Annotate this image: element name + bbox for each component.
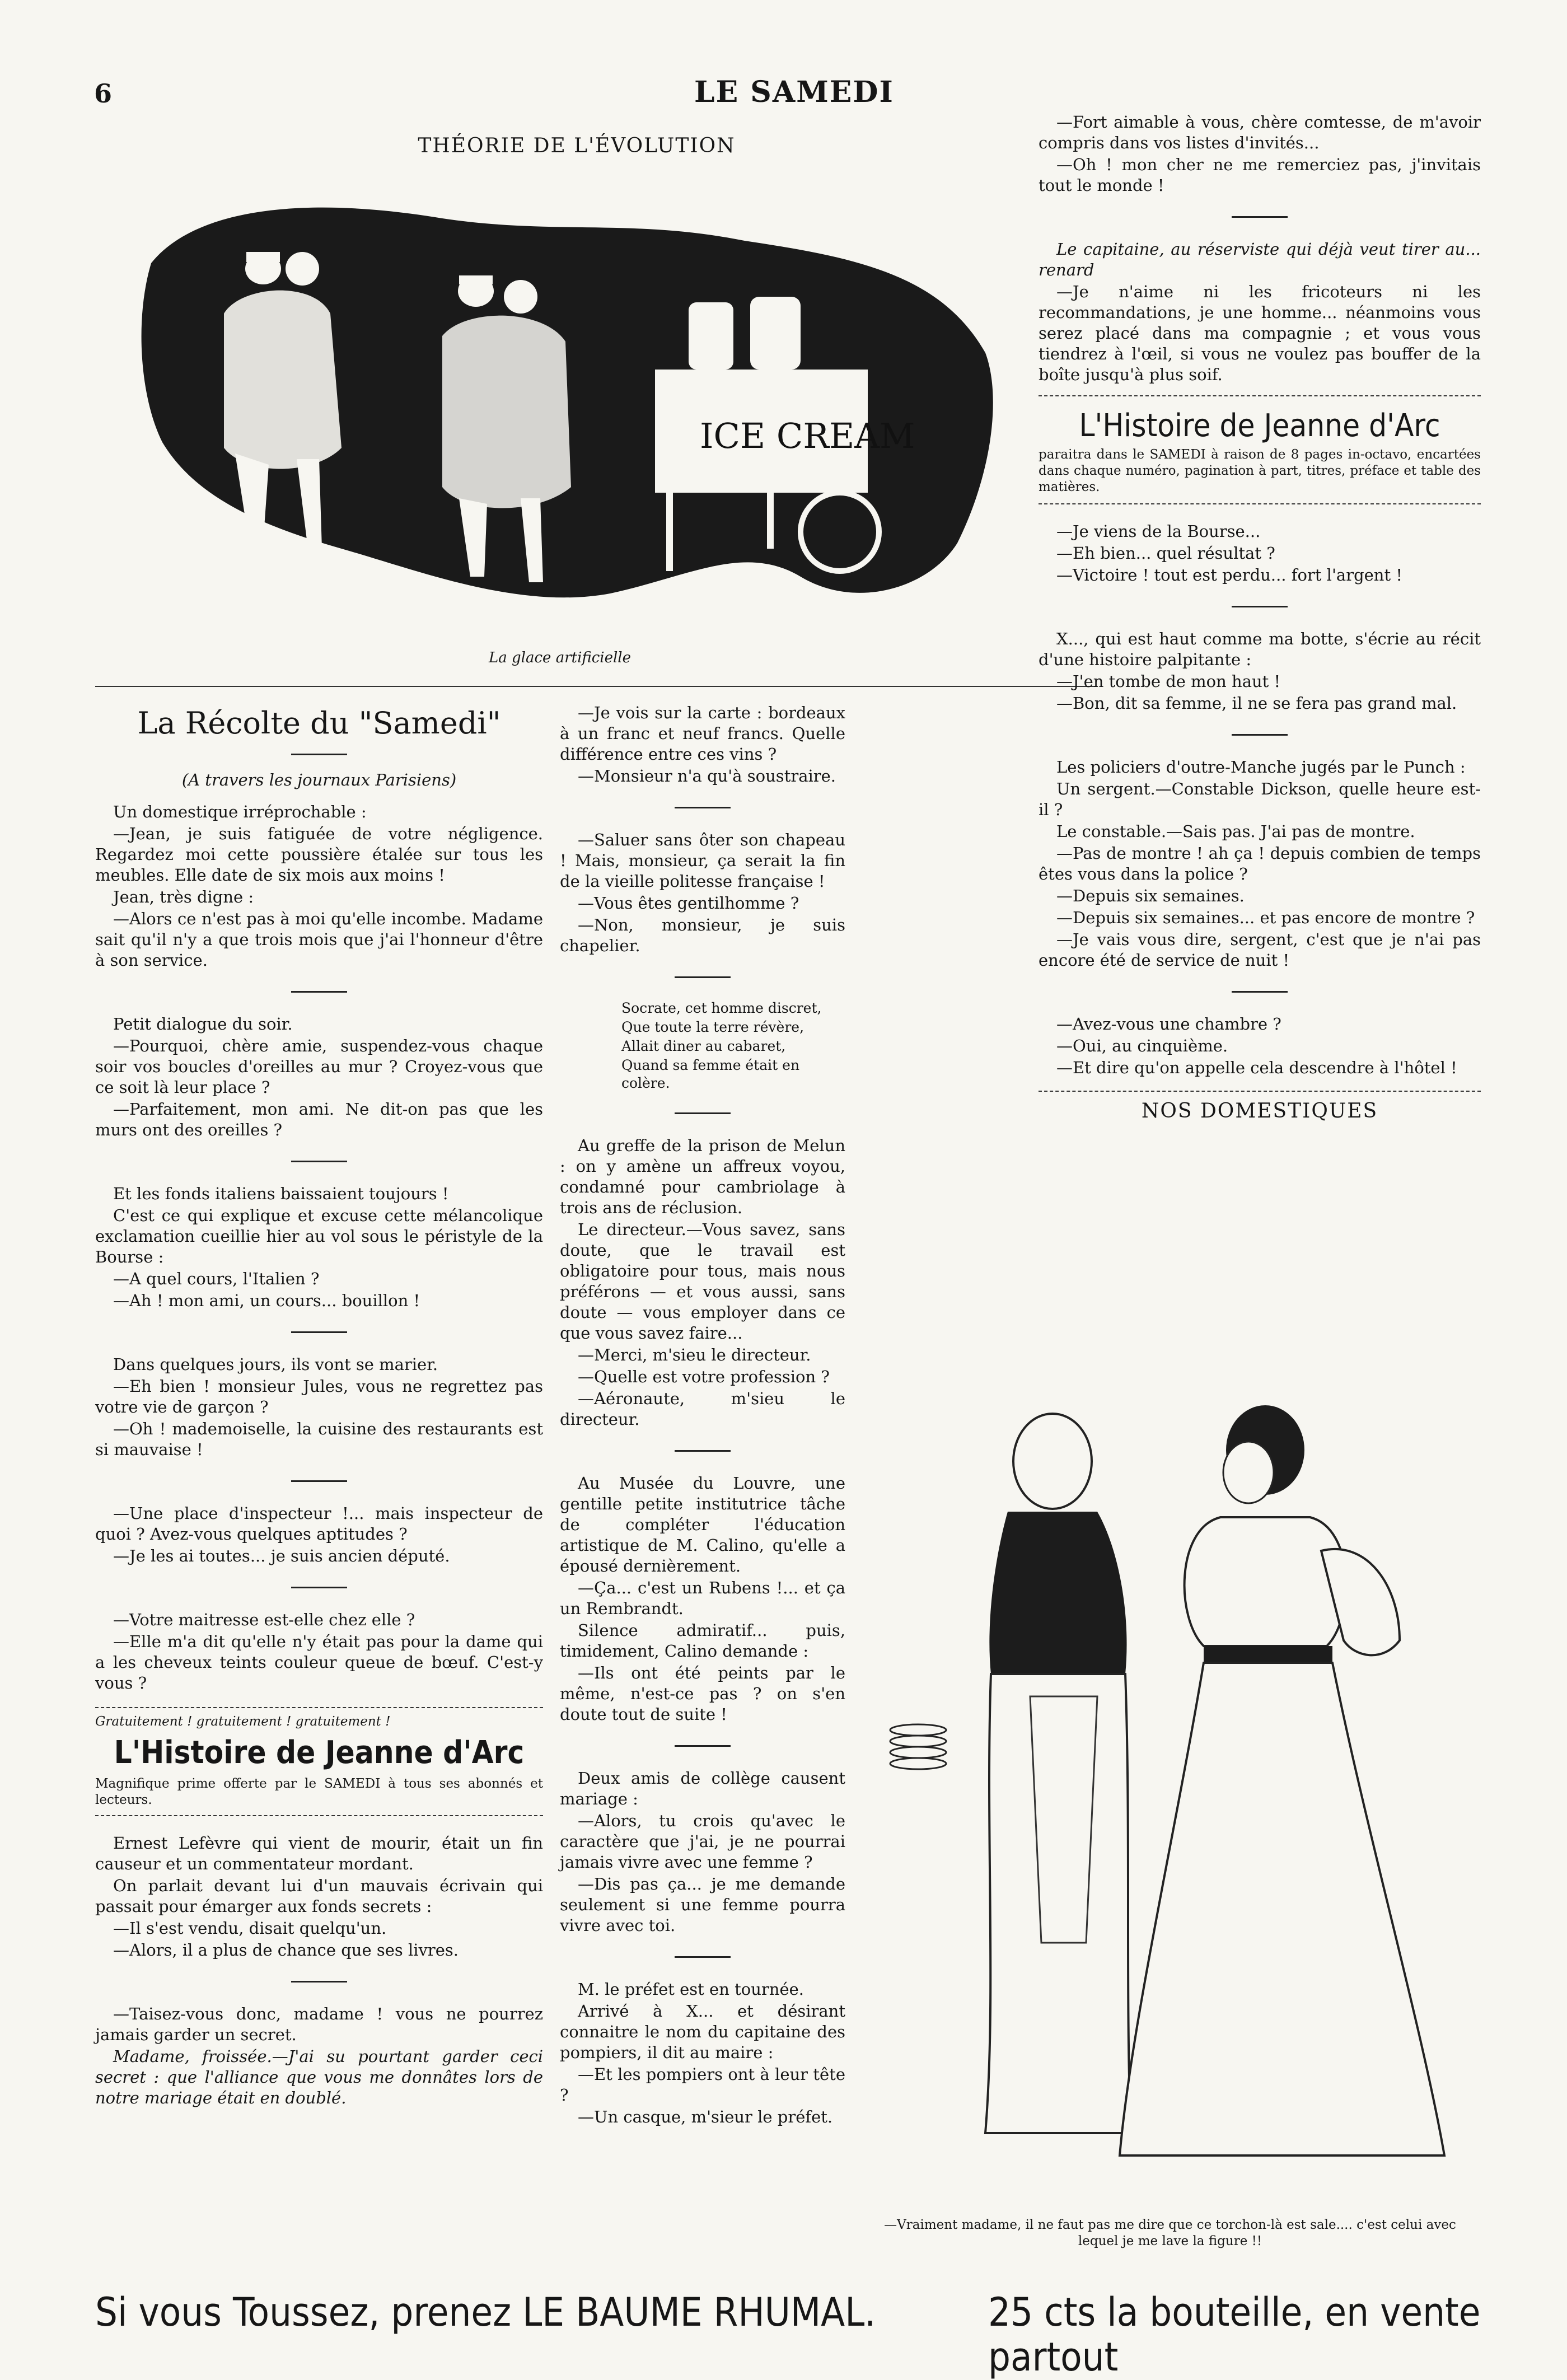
domestiques-title: NOS DOMESTIQUES (1141, 1100, 1378, 1123)
text-line: —Pas de montre ! ah ça ! depuis combien de temps êtes vous dans la police ? (1039, 844, 1481, 883)
text-line: —Oh ! mademoiselle, la cuisine des restaurants est si mauvaise ! (95, 1419, 543, 1459)
text-line: Le constable.—Sais pas. J'ai pas de montre. (1056, 822, 1415, 841)
poem-line: Socrate, cet homme discret, (621, 1000, 822, 1016)
text-line: —Un casque, m'sieur le préfet. (578, 2107, 833, 2126)
page-number: 6 (94, 78, 113, 109)
text-line: —Eh bien... quel résultat ? (1056, 544, 1275, 563)
text-line: Au greffe de la prison de Melun : on y amène un affreux voyou, condamné pour cambriolage à trois ans de réclusion. (560, 1136, 845, 1217)
text-line: —Avez-vous une chambre ? (1056, 1014, 1281, 1034)
text-line: Madame, froissée.—J'ai su pourtant garder ceci secret : que l'alliance que vous me donnâtes lors de notre mariage était en doublé. (95, 2047, 543, 2107)
promo-kicker: Gratuitement ! gratuitement ! gratuitement ! (95, 1714, 391, 1729)
domestiques-caption: —Vraiment madame, il ne faut pas me dire que ce torchon-là est sale.... c'est celui avec lequel je me lave la figure !! (884, 2218, 1456, 2248)
recolte-block (95, 1610, 543, 1694)
text-line: Un domestique irréprochable : (113, 802, 367, 821)
text-line: —Ça... c'est un Rubens !... et ça un Rembrandt. (560, 1578, 845, 1618)
illustration-caption: La glace artificielle (488, 649, 632, 666)
text-line: —Ils ont été peints par le même, n'est-ce pas ? on s'en doute tout de suite ! (560, 1663, 845, 1724)
text-line: —Une place d'inspecteur !... mais inspecteur de quoi ? Avez-vous quelques aptitudes ? (95, 1504, 543, 1544)
poem-line: Que toute la terre révère, (621, 1019, 804, 1035)
text-line: Et les fonds italiens baissaient toujours ! (113, 1184, 449, 1203)
text-line: —Quelle est votre profession ? (578, 1367, 830, 1386)
text-line: Deux amis de collège causent mariage : (560, 1769, 845, 1808)
column-left (95, 694, 543, 2110)
text-line: —Je viens de la Bourse... (1056, 522, 1261, 541)
recolte-block (95, 1014, 543, 1140)
text-line: Petit dialogue du soir. (113, 1014, 293, 1034)
column-middle (560, 703, 845, 2129)
text-line: On parlait devant lui d'un mauvais écrivain qui passait pour émarger aux fonds secrets : (95, 1876, 543, 1916)
cart-lettering: ICE CREAM (700, 415, 915, 456)
text-line: —Victoire ! tout est perdu... fort l'argent ! (1056, 565, 1402, 585)
text-line: —J'en tombe de mon haut ! (1056, 672, 1281, 691)
domestiques-illustration (862, 1383, 1478, 2211)
text-line: —Non, monsieur, je suis chapelier. (560, 915, 845, 955)
text-line: —Elle m'a dit qu'elle n'y était pas pour la dame qui a les cheveux teints couleur queue de bœuf. C'est-y vous ? (95, 1632, 543, 1692)
evolution-illustration (129, 185, 1002, 666)
text-line: —Saluer sans ôter son chapeau ! Mais, monsieur, ça serait la fin de la vieille politesse française ! (560, 830, 845, 891)
illustration-title: THÉORIE DE L'ÉVOLUTION (418, 134, 736, 157)
text-line: —A quel cours, l'Italien ? (113, 1269, 320, 1288)
text-line: —Eh bien ! monsieur Jules, vous ne regrettez pas votre vie de garçon ? (95, 1377, 543, 1416)
text-line: Les policiers d'outre-Manche jugés par le Punch : (1056, 758, 1466, 777)
left-bottom-block (95, 1833, 543, 1961)
text-line: —Oui, au cinquième. (1056, 1036, 1228, 1055)
footer-left: Si vous Toussez, prenez LE BAUME RHUMAL. (95, 2289, 876, 2335)
text-line: —Bon, dit sa femme, il ne se fera pas grand mal. (1056, 694, 1457, 713)
recolte-block (95, 1184, 543, 1311)
text-line: —Alors, il a plus de chance que ses livres. (113, 1941, 459, 1960)
text-line: —Je les ai toutes... je suis ancien député. (113, 1546, 450, 1565)
text-line: Ernest Lefèvre qui vient de mourir, était un fin causeur et un commentateur mordant. (95, 1834, 543, 1873)
text-line: —Alors ce n'est pas à moi qu'elle incombe. Madame sait qu'il n'y a que trois mois que j'ai l'honneur d'être à son service. (95, 909, 543, 970)
poem (621, 999, 845, 1092)
column-right (1039, 112, 1481, 1123)
text-line: X..., qui est haut comme ma botte, s'écrie au récit d'une histoire palpitante : (1039, 629, 1481, 669)
text-line: —Depuis six semaines... et pas encore de montre ? (1056, 908, 1475, 927)
text-line: M. le préfet est en tournée. (578, 1980, 804, 1999)
text-line: —Oh ! mon cher ne me remerciez pas, j'invitais tout le monde ! (1039, 155, 1481, 195)
recolte-block (95, 1503, 543, 1567)
promo-title: L'Histoire de Jeanne d'Arc (114, 1734, 525, 1771)
text-line: —Il s'est vendu, disait quelqu'un. (113, 1919, 387, 1938)
text-line: —Je vais vous dire, sergent, c'est que je n'ai pas encore été de service de nuit ! (1039, 930, 1481, 970)
poem-line: Allait diner au cabaret, (621, 1038, 786, 1054)
text-line: —Ah ! mon ami, un cours... bouillon ! (113, 1291, 420, 1310)
promo-text: Magnifique prime offerte par le SAMEDI à tous ses abonnés et lecteurs. (95, 1776, 543, 1807)
poem-line: Quand sa femme était en colère. (621, 1057, 800, 1091)
text-line: Un sergent.—Constable Dickson, quelle heure est-il ? (1039, 779, 1481, 819)
column-rule (95, 686, 1097, 687)
text-line: —Je vois sur la carte : bordeaux à un franc et neuf francs. Quelle différence entre ces vins ? (560, 703, 845, 764)
text-line: Le directeur.—Vous savez, sans doute, que le travail est obligatoire pour tous, mais nous préférons — et vous aussi, sans doute — vous employer dans ce que vous savez faire... (560, 1220, 845, 1343)
promo-right-title: L'Histoire de Jeanne d'Arc (1079, 408, 1440, 444)
text-line: —Et dire qu'on appelle cela descendre à l'hôtel ! (1056, 1058, 1457, 1077)
text-line: —Votre maitresse est-elle chez elle ? (113, 1610, 415, 1629)
text-line: —Jean, je suis fatiguée de votre négligence. Regardez moi cette poussière étalée sur tous les meubles. Elle date de six mois aux moins ! (95, 824, 543, 885)
text-line: C'est ce qui explique et excuse cette mélancolique exclamation cueillie hier au vol sous le péristyle de la Bourse : (95, 1206, 543, 1266)
text-line: —Aéronaute, m'sieu le directeur. (560, 1389, 845, 1429)
text-line: Le capitaine, au réserviste qui déjà veut tirer au... renard (1039, 240, 1481, 279)
text-line: —Je n'aime ni les fricoteurs ni les recommandations, je une homme... néanmoins vous serez placé dans ma compagnie ; et vous vous tiendrez à l'œil, si vous ne voulez pas bouffer de la boîte jusqu'à plus soif. (1039, 282, 1481, 384)
text-line: —Monsieur n'a qu'à soustraire. (578, 766, 836, 785)
recolte-block (95, 1354, 543, 1460)
text-line: Silence admiratif... puis, timidement, Calino demande : (560, 1621, 845, 1661)
text-line: —Et les pompiers ont à leur tête ? (560, 2065, 845, 2105)
text-line: —Dis pas ça... je me demande seulement si une femme pourra vivre avec toi. (560, 1874, 845, 1935)
recolte-subtitle: (A travers les journaux Parisiens) (181, 770, 457, 789)
text-line: —Fort aimable à vous, chère comtesse, de m'avoir compris dans vos listes d'invités... (1039, 113, 1481, 152)
text-line: —Pourquoi, chère amie, suspendez-vous chaque soir vos boucles d'oreilles au mur ? Croyez-vous que ce soit là leur place ? (95, 1036, 543, 1097)
text-line: Arrivé à X... et désirant connaitre le nom du capitaine des pompiers, il dit au maire : (560, 2002, 845, 2062)
recolte-block (95, 802, 543, 971)
text-line: Au Musée du Louvre, une gentille petite institutrice tâche de compléter l'éducation artistique de M. Calino, qu'elle a épousé dernièrement. (560, 1474, 845, 1575)
masthead: LE SAMEDI (694, 75, 894, 109)
text-line: —Depuis six semaines. (1056, 886, 1245, 905)
footer-right: 25 cts la bouteille, en vente partout (988, 2289, 1481, 2380)
text-line: —Alors, tu crois qu'avec le caractère que j'ai, je ne pourrai jamais vivre avec une femme ? (560, 1811, 845, 1872)
recolte-title: La Récolte du "Samedi" (137, 705, 501, 741)
text-line: Dans quelques jours, ils vont se marier. (113, 1355, 438, 1374)
text-line: —Merci, m'sieu le directeur. (578, 1345, 811, 1364)
text-line: —Parfaitement, mon ami. Ne dit-on pas que les murs ont des oreilles ? (95, 1100, 543, 1139)
text-line: —Taisez-vous donc, madame ! vous ne pourrez jamais garder un secret. (95, 2004, 543, 2044)
left-bottom-block (95, 2004, 543, 2108)
text-line: Jean, très digne : (113, 887, 254, 906)
promo-right-text: paraitra dans le SAMEDI à raison de 8 pages in-octavo, encartées dans chaque numéro, pagination à part, titres, préface et table des matières. (1039, 447, 1481, 494)
text-line: —Vous êtes gentilhomme ? (578, 894, 799, 913)
